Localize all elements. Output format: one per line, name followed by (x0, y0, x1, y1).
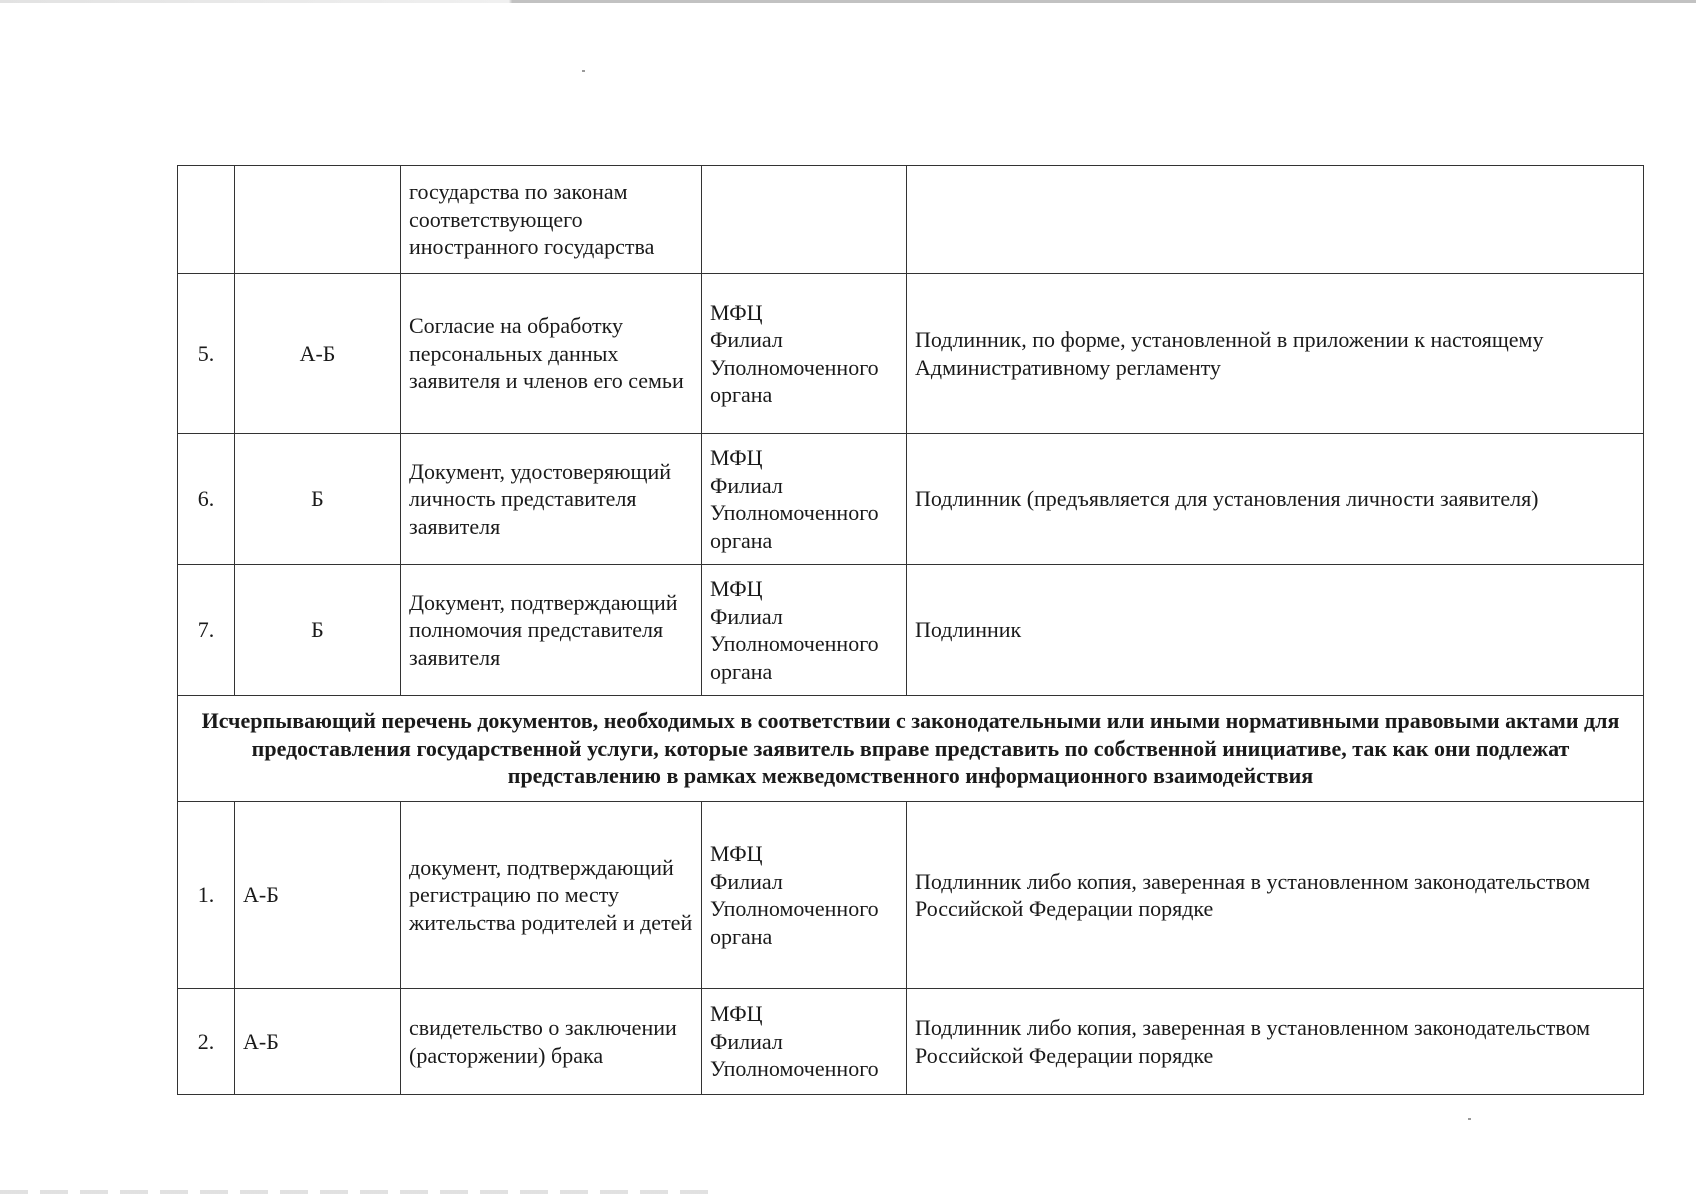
section-heading-row (178, 696, 1644, 802)
applicant-category: А-Б (235, 802, 401, 989)
applicant-category (235, 166, 401, 274)
submission-place (702, 802, 907, 989)
submission-place-line: Уполномоченного (710, 1056, 879, 1082)
submission-place-line: органа (710, 923, 773, 949)
submission-place-line: МФЦ (710, 299, 763, 325)
submission-place-line: органа (710, 527, 773, 553)
table-row (178, 434, 1644, 565)
submission-place-line: Филиал (710, 327, 783, 352)
row-number (178, 166, 235, 274)
document-name: Согласие на обработку персональных данных заявителя и членов его семьи (401, 274, 702, 434)
submission-place-line: Уполномоченного (710, 354, 879, 380)
document-name: Документ, удостоверяющий личность представителя заявителя (401, 434, 702, 565)
submission-place-line: Уполномоченного (710, 896, 879, 921)
documents-table (177, 165, 1644, 1095)
table-row (178, 802, 1644, 989)
scan-speck (582, 70, 585, 72)
submission-place-line: органа (710, 658, 773, 684)
submission-place-line: органа (710, 382, 773, 407)
row-number: 7. (178, 565, 235, 696)
submission-place-line: МФЦ (710, 445, 763, 470)
section-heading: Исчерпывающий перечень документов, необходимых в соответствии с законодательными или иными нормативными правовыми актами для предоставления государственной услуги, которые заявитель вправе представить по собственной инициативе, так как они подлежат представлению в рамках межведомственного информационного взаимодействия (178, 696, 1644, 802)
submission-place-line: Уполномоченного (710, 631, 879, 656)
document-name: Документ, подтверждающий полномочия представителя заявителя (401, 565, 702, 696)
submission-place-line: Филиал (710, 603, 783, 629)
documents-table-body-top (178, 166, 1644, 696)
submission-place-line: Филиал (710, 472, 783, 498)
submission-place (702, 166, 907, 274)
table-row (178, 989, 1644, 1095)
applicant-category: Б (235, 434, 401, 565)
applicant-category: Б (235, 565, 401, 696)
section-heading-body (178, 696, 1644, 802)
submission-place (702, 565, 907, 696)
table-row (178, 565, 1644, 696)
row-number: 2. (178, 989, 235, 1095)
submission-place-line: Филиал (710, 1028, 783, 1054)
scan-edge-top (0, 0, 1696, 3)
table-row (178, 166, 1644, 274)
applicant-category: А-Б (235, 989, 401, 1095)
row-number: 5. (178, 274, 235, 434)
document-requirement: Подлинник (предъявляется для установления личности заявителя) (907, 434, 1644, 565)
applicant-category: А-Б (235, 274, 401, 434)
scan-edge-bottom (0, 1190, 720, 1194)
document-requirement: Подлинник (907, 565, 1644, 696)
document-requirement: Подлинник, по форме, установленной в приложении к настоящему Административному регламенту (907, 274, 1644, 434)
document-name: документ, подтверждающий регистрацию по месту жительства родителей и детей (401, 802, 702, 989)
document-name: свидетельство о заключении (расторжении) брака (401, 989, 702, 1095)
submission-place-line: МФЦ (710, 576, 763, 601)
document-requirement (907, 166, 1644, 274)
submission-place (702, 434, 907, 565)
submission-place-line: Филиал (710, 868, 783, 894)
document-name: государства по законам соответствующего иностранного государства (401, 166, 702, 274)
submission-place-line: МФЦ (710, 841, 763, 866)
row-number: 1. (178, 802, 235, 989)
document-requirement: Подлинник либо копия, заверенная в установленном законодательством Российской Федерации порядке (907, 802, 1644, 989)
table-row (178, 274, 1644, 434)
submission-place (702, 274, 907, 434)
submission-place-line: МФЦ (710, 1001, 763, 1027)
documents-table-body-bottom (178, 802, 1644, 1095)
submission-place (702, 989, 907, 1095)
scan-speck (1468, 1118, 1471, 1120)
row-number: 6. (178, 434, 235, 565)
submission-place-line: Уполномоченного (710, 500, 879, 525)
document-requirement: Подлинник либо копия, заверенная в установленном законодательством Российской Федерации порядке (907, 989, 1644, 1095)
